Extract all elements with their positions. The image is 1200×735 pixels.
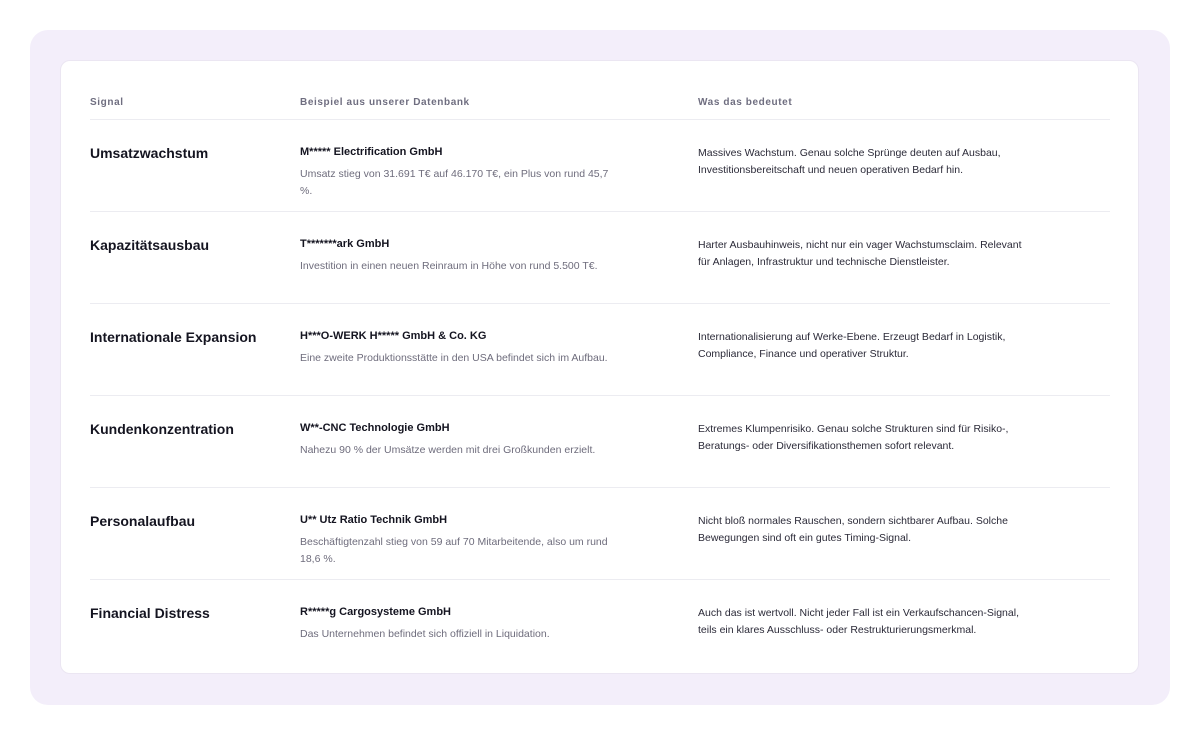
- table-row: [90, 580, 1110, 671]
- row-company: T*******ark GmbH: [300, 238, 390, 250]
- row-company: W**-CNC Technologie GmbH: [300, 422, 450, 434]
- table-row: [90, 488, 1110, 580]
- row-signal: Financial Distress: [90, 605, 210, 621]
- row-meaning: Massives Wachstum. Genau solche Sprünge deuten auf Ausbau, Investitionsbereitschaft und neuen operativen Bedarf hin.: [698, 147, 1001, 176]
- signals-table: [90, 61, 1110, 671]
- row-company: R*****g Cargosysteme GmbH: [300, 606, 451, 618]
- table-row: [90, 304, 1110, 396]
- table-row: [90, 212, 1110, 304]
- row-meaning: Nicht bloß normales Rauschen, sondern sichtbarer Aufbau. Solche Bewegungen sind oft ein gutes Timing-Signal.: [698, 515, 1008, 544]
- header-example: Beispiel aus unserer Datenbank: [300, 97, 470, 108]
- row-company: H***O-WERK H***** GmbH & Co. KG: [300, 330, 487, 342]
- row-signal: Umsatzwachstum: [90, 145, 209, 161]
- page-background-panel: [30, 30, 1170, 705]
- row-company: M***** Electrification GmbH: [300, 146, 443, 158]
- row-detail: Das Unternehmen befindet sich offiziell in Liquidation.: [300, 628, 550, 640]
- table-row: [90, 120, 1110, 212]
- row-meaning: Extremes Klumpenrisiko. Genau solche Strukturen sind für Risiko-, Beratungs- oder Diversifikationsthemen sofort relevant.: [698, 423, 1009, 452]
- row-detail: Investition in einen neuen Reinraum in Höhe von rund 5.500 T€.: [300, 260, 598, 272]
- row-meaning: Auch das ist wertvoll. Nicht jeder Fall ist ein Verkaufschancen-Signal, teils ein klares Ausschluss- oder Restrukturierungsmerkmal.: [698, 607, 1019, 636]
- row-detail: Nahezu 90 % der Umsätze werden mit drei Großkunden erzielt.: [300, 444, 596, 456]
- header-meaning: Was das bedeutet: [698, 97, 793, 108]
- header-signal: Signal: [90, 97, 124, 108]
- row-signal: Personalaufbau: [90, 513, 196, 529]
- row-detail: Umsatz stieg von 31.691 T€ auf 46.170 T€, ein Plus von rund 45,7 %.: [300, 168, 609, 197]
- row-signal: Kundenkonzentration: [90, 421, 234, 437]
- row-signal: Internationale Expansion: [90, 329, 257, 345]
- table-header-row: [90, 61, 1110, 120]
- row-company: U** Utz Ratio Technik GmbH: [300, 514, 448, 526]
- row-detail: Eine zweite Produktionsstätte in den USA befindet sich im Aufbau.: [300, 352, 608, 364]
- row-meaning: Harter Ausbauhinweis, nicht nur ein vager Wachstumsclaim. Relevant für Anlagen, Infrastruktur und technische Dienstleister.: [698, 239, 1022, 268]
- signals-table-card: [60, 60, 1139, 674]
- table-row: [90, 396, 1110, 488]
- row-detail: Beschäftigtenzahl stieg von 59 auf 70 Mitarbeitende, also um rund 18,6 %.: [300, 536, 608, 565]
- row-meaning: Internationalisierung auf Werke-Ebene. Erzeugt Bedarf in Logistik, Compliance, Finance und operativer Struktur.: [698, 331, 1006, 360]
- row-signal: Kapazitätsausbau: [90, 237, 210, 253]
